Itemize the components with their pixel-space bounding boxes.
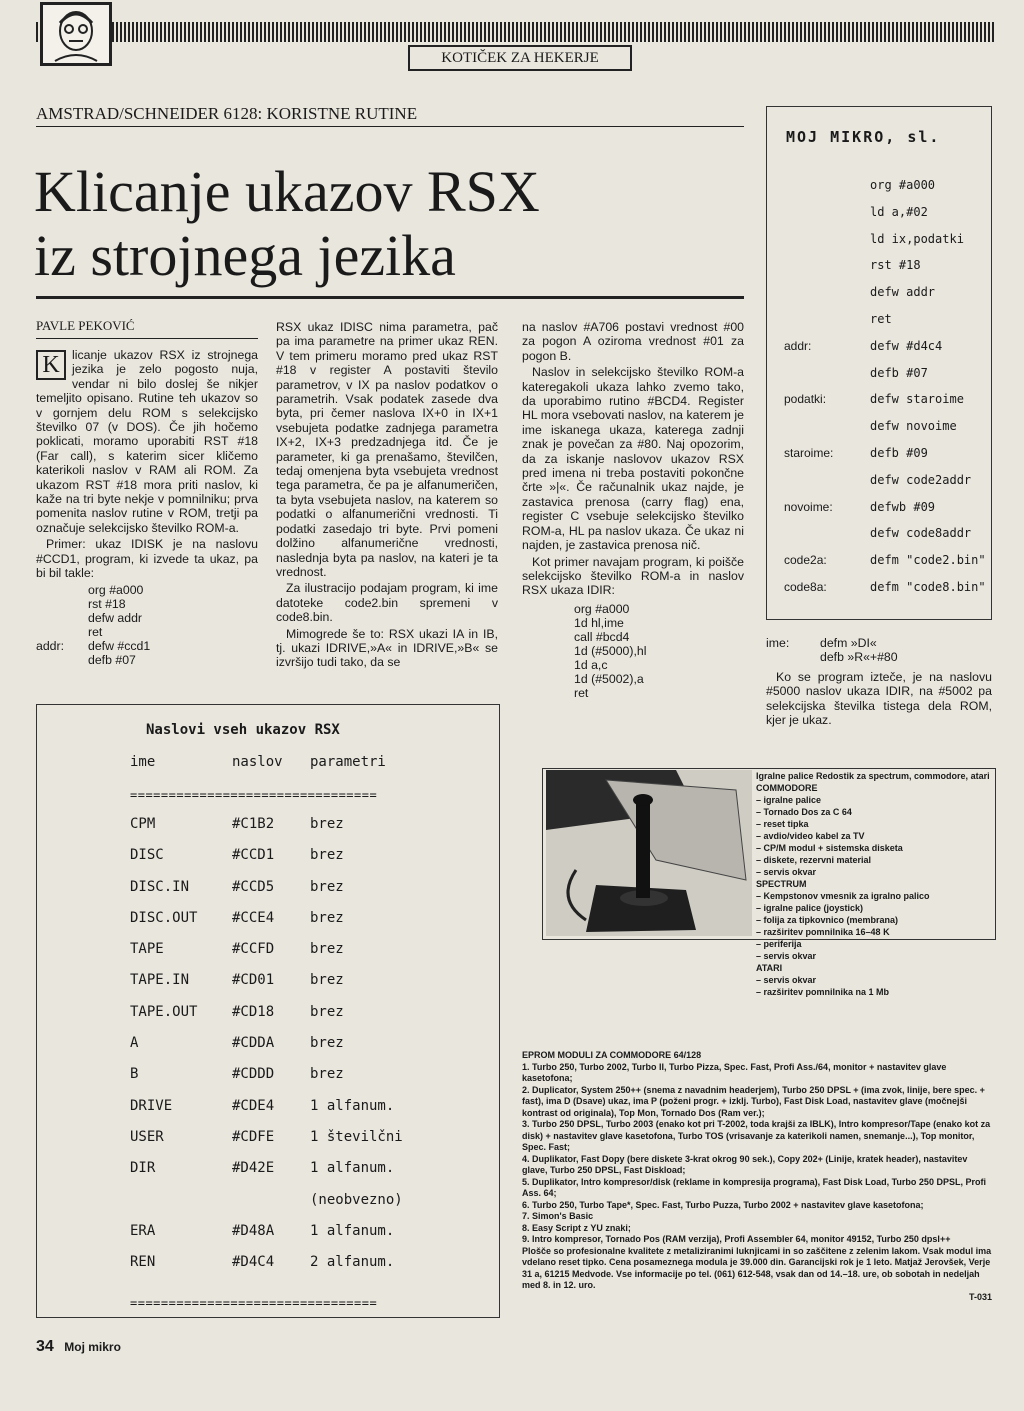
cell-naslov: #CD18 [232,1003,275,1020]
code-line: 1d (#5000),hl [574,643,647,658]
code-line: defb »R«+#80 [820,650,898,664]
code-line: call #bcd4 [574,629,630,644]
listing-row [770,258,986,285]
table-row [130,1223,430,1254]
eprom-item: 8. Easy Script z YU znaki; [522,1222,631,1233]
footer [36,1338,121,1356]
header-bar [36,22,994,42]
ad-line: – CP/M modul + sistemska disketa [756,843,903,853]
page-title [34,160,540,288]
paragraph: licanje ukazov RSX iz strojnega jezika je zelo pogosto nuja, vendar ni bilo doslej še nikjer temeljito opisano. Rutine teh ukazov so v gornjem delu ROM s selekcijsko številko 07 (v DOS). Če jih hočemo poklicati, moramo uporabiti RST #18 (Far call), s katerim sicer kličemo katerikoli naslov v RAM ali ROM. Za ukazom RST #18 mora priti naslov, ki kaže na tri byte nekje v pomnilniku; prva pomenita naslov rutine v ROM, tretji pa označuje selekcijsko številko ROM-a. [36,348,258,535]
eprom-ad [522,1050,992,1303]
kicker: AMSTRAD/SCHNEIDER 6128: KORISTNE RUTINE [36,104,418,123]
code-line: 1d hl,ime [574,615,624,630]
cell-parametri: brez [310,1035,344,1052]
listing-code: ld a,#02 [870,204,928,219]
table-row [130,972,430,1003]
listing-label: code8a: [784,579,827,594]
listing-row [770,553,986,580]
code-label: ime: [766,636,790,650]
code-line: 1d a,c [574,657,608,672]
cell-naslov: #CDDA [232,1035,275,1052]
listing-code: defw addr [870,285,936,300]
divider [36,338,258,339]
table-header-parametri: parametri [310,754,386,770]
table-header-ime: ime [130,754,156,770]
cell-naslov: #D48A [232,1222,275,1239]
cell-parametri: 1 alfanum. [310,1222,395,1239]
ad-line: – Kempstonov vmesnik za igralno palico [756,891,930,901]
listing-row [770,285,986,312]
paragraph: Primer: ukaz IDISK je na naslovu #CCD1, program, ki izvede ta ukaz, pa bi bil takle: [36,537,258,581]
listing-row [770,473,986,500]
cell-naslov: #CDE4 [232,1097,275,1114]
listing-code: defb #09 [870,445,928,460]
eprom-item: 3. Turbo 250 DPSL, Turbo 2003 (enako kot pri T-2002, toda krajši za IBLK), Intro kompresor/Tape (enako kot za disk) + nastavitev glave kasetofona, Turbo TOS (vrisavanje za katerikoli namen, snemanje...), Top monitor, Spec. Fast; [522,1119,991,1152]
cell-naslov: #CCD1 [232,847,275,864]
listing-row [770,178,986,205]
paragraph: Kot primer navajam program, ki poišče selekcijsko številko ROM-a in naslov RSX ukaza IDIR: [522,554,744,598]
code-label: addr: [36,638,65,653]
column-4 [766,670,992,730]
eprom-item: 7. Simon's Basic [522,1211,594,1221]
listing-code: defw staroime [870,392,964,407]
ad-line: – folija za tipkovnico (membrana) [756,915,899,925]
cell-parametri: brez [310,941,344,958]
table-body [130,816,430,1285]
table-row [130,1160,430,1191]
listing-code: rst #18 [870,258,921,273]
eprom-title: EPROM MODULI ZA COMMODORE 64/128 [522,1050,702,1060]
code-line: defw addr [88,610,143,625]
listing-label: code2a: [784,553,827,568]
ad-line: – igralne palice (joystick) [756,903,864,913]
eprom-item: 9. Intro kompresor, Tornado Pos (RAM verzija), Profi Assembler 64, monitor 49152, Turbo 250 dpsl++ [522,1234,951,1244]
listing-code: defw novoime [870,419,957,434]
code-block [36,639,258,667]
cell-parametri: brez [310,816,344,832]
listing-label: podatki: [784,392,827,407]
listing-row [770,419,986,446]
ad-line: – servis okvar [756,951,817,961]
cell-ime: TAPE.OUT [130,1003,198,1020]
ad-line: – razširitev pomnilnika na 1 Mb [756,987,890,997]
cell-parametri: brez [310,1003,344,1020]
cell-naslov: #CCD5 [232,878,275,895]
eprom-items [522,1062,992,1292]
cell-ime: DISC [130,847,164,864]
cell-parametri: brez [310,878,344,895]
hacker-face-logo [40,2,112,66]
cell-naslov: #CD01 [232,972,275,989]
ad-line: SPECTRUM [756,879,807,889]
cell-naslov: #C1B2 [232,816,275,832]
paragraph: Ko se program izteče, je na naslovu #5000 naslov ukaza IDIR, na #5002 pa selekcijska številka tistega dela ROM, kjer je ukaz. [766,670,992,728]
cell-naslov: #CCFD [232,941,275,958]
cell-ime: DISC.IN [130,878,190,895]
listing-code: ld ix,podatki [870,231,964,246]
cell-ime: USER [130,1128,164,1145]
cell-ime: REN [130,1254,156,1271]
table-separator: ================================ [130,1296,378,1310]
eprom-item: Plošče so profesionalne kvalitete z metaliziranimi luknjicami in so zaščitene z zelenim lakom. Vsak modul ima vdelano reset tipko. Cena posameznega modula je 39.000 din. Garancijski rok je 1 leto. Matjaž Jerovšek, Verje 31 a, 61215 Medvode. Vse informacije po tel. (061) 612-548, vsak dan od 14.–18. ure, ob sobotah in nedeljah med 8. in 12. uro. [522,1245,992,1290]
code-line: ret [574,685,589,700]
code-line: 1d (#5002),a [574,671,644,686]
table-row [130,847,430,878]
cell-ime: TAPE.IN [130,972,190,989]
cell-parametri: 1 alfanum. [310,1160,395,1177]
page-number: 34 [36,1338,54,1355]
cell-ime: TAPE [130,941,164,958]
listing-code: defw code2addr [870,472,972,487]
listing-row [770,580,986,607]
cell-ime: A [130,1035,139,1052]
drop-cap: K [36,350,66,380]
listing-label: addr: [784,338,812,353]
code-block [88,583,258,639]
cell-naslov: #D42E [232,1160,275,1177]
ad-line: – avdio/video kabel za TV [756,831,865,841]
cell-ime: B [130,1066,139,1083]
ad-line: – razširitev pomnilnika 16–48 K [756,927,890,937]
title-line-1: Klicanje ukazov RSX [34,159,540,224]
ad-line: – reset tipka [756,819,809,829]
cell-ime: ERA [130,1222,156,1239]
cell-parametri: brez [310,972,344,989]
listing-row [770,526,986,553]
table-row [130,1192,430,1223]
cell-parametri: 1 alfanum. [310,1097,395,1114]
ad-line: – periferija [756,939,802,949]
eprom-code: T-031 [968,1291,992,1302]
cell-ime: DISC.OUT [130,909,198,926]
ad-line: COMMODORE [756,783,818,793]
listing-code: defm "code8.bin" [870,579,986,594]
code-block [574,602,744,700]
cell-naslov: #D4C4 [232,1254,275,1271]
listing-row [770,205,986,232]
listing-row [770,446,986,473]
author: PAVLE PEKOVIĆ [36,318,135,333]
divider [36,126,744,127]
table-separator: ================================ [130,788,378,802]
code-line: org #a000 [574,601,630,616]
ad-line: – igralne palice [756,795,822,805]
code-line: ret [88,624,103,639]
cell-naslov: #CDDD [232,1066,275,1083]
paragraph: RSX ukaz IDISC nima parametra, pač pa ima parametre na primer ukaz REN. V tem primeru moramo pred ukaz RST #18 v register A postaviti število parametrov, v IX pa naslov podatkov o parametrih. Vsak podatek zasede dva byta, pri čemer naslova IX+0 in IX+1 vsebujeta podatke zadnjega parametra IX+2, IX+3 predzadnjega itd. Če je parameter, ki ga prenašamo, številčen, tedaj omenjena byta vsebujeta vrednost tega parametra, če pa je alfanumeričen, ta byta vsebujeta naslov, na katerem so podatki o alfanumerični vrednosti. Ti podatki zasedajo tri byte. Prvi pomeni dolžino alfanumerične vrednosti, naslednja byta pa naslov, na kateri je ta vrednost. [276,320,498,579]
code-line: defw #ccd1 [88,638,151,653]
magazine-name: Moj mikro [64,1340,121,1354]
listing-code: defw #d4c4 [870,338,943,353]
eprom-item: 2. Duplicator, System 250++ (snema z navadnim headerjem), Turbo 250 DPSL + (ima zvok, linije, bere spec. + fast), ima D (Dsave) ukaz, ima P (poženi progr. + izklj. Turbo), Fast Disk Load, nastavitev glave (močnejši kontrast od originala), Top Mon, Tornado Dos (Ram ver.); [522,1084,985,1118]
cell-ime: DIR [130,1160,156,1177]
listing-row [770,339,986,366]
paragraph: Za ilustracijo podajam program, ki ime datoteke code2.bin spremeni v code8.bin. [276,581,498,625]
table-row [130,1066,430,1097]
table-row [130,1254,430,1285]
listing-code: ret [870,311,892,326]
listing-code: defw code8addr [870,526,972,541]
ad-text [756,770,990,998]
section-label: KOTIČEK ZA HEKERJE [408,45,632,71]
listing-label: novoime: [784,499,833,514]
cell-ime: CPM [130,816,156,832]
cell-parametri: brez [310,909,344,926]
cell-parametri: 2 alfanum. [310,1254,395,1271]
listing-label: staroime: [784,445,834,460]
listing-code: defwb #09 [870,499,936,514]
listing-row [770,312,986,339]
ad-line: – servis okvar [756,975,817,985]
divider [36,296,744,299]
column-3 [522,320,744,700]
table-row [130,1129,430,1160]
table-title: Naslovi vseh ukazov RSX [146,722,340,738]
eprom-item: 1. Turbo 250, Turbo 2002, Turbo II, Turbo Pizza, Spec. Fast, Profi Ass./64, monitor + nastavitev glave kasetofona; [522,1061,947,1083]
ad-line: ATARI [756,963,783,973]
code-line: org #a000 [88,582,144,597]
cell-parametri: (neobvezno) [310,1191,403,1208]
title-line-2: iz strojnega jezika [34,223,456,288]
table-header-naslov: naslov [232,754,283,770]
table-row [130,910,430,941]
paragraph: Naslov in selekcijsko številko ROM-a kateregakoli ukaza lahko zvemo tako, da uporabimo rutino #BCD4. Register HL mora vsebovati naslov, na katerem je ime iskanega ukaza, katerega zadnji znak je povečan za #80. Naj opozorim, da za iskanje naslovov ukazov RSX pred imena ni treba postaviti pokončne črte »|«. Če računalnik ukaz najde, je zastavica prenosa (carry flag) ena, register C vsebuje selekcijsko številko ROM-a, HL pa naslov ukaza. Če ukaz ni najden, je zastavica prenosa nič. [522,365,744,553]
listing-row [770,366,986,393]
listing-code: defm "code2.bin" [870,553,986,568]
eprom-item: 5. Duplikator, Intro kompresor/disk (reklame in kompresija programa), Fast Disk Load, Turbo 250 DPSL, Profi Ass. 64; [522,1176,986,1198]
listing-row [770,392,986,419]
listing-code: defb #07 [870,365,928,380]
code-line: defb #07 [88,652,136,667]
table-row [130,1098,430,1129]
listing-row [770,500,986,527]
joystick-photo [546,770,752,936]
ad-line: – Tornado Dos za C 64 [756,807,852,817]
listing-code: org #a000 [870,178,936,192]
cell-parametri: brez [310,847,344,864]
table-row [130,1004,430,1035]
cell-parametri: 1 številčni [310,1128,403,1145]
cell-ime: DRIVE [130,1097,173,1114]
code-line: defm »DI« [820,636,877,650]
listing-rows [770,178,986,607]
cell-naslov: #CCE4 [232,909,275,926]
cell-naslov: #CDFE [232,1128,275,1145]
ad-line: Igralne palice Redostik za spectrum, commodore, atari [756,771,990,781]
ad-line: – servis okvar [756,867,817,877]
table-row [130,1035,430,1066]
code-line: rst #18 [88,596,126,611]
listing-row [770,232,986,259]
paragraph: Mimogrede še to: RSX ukazi IA in IB, tj. ukazi IDRIVE,»A« in IDRIVE,»B« se izvršijo tudi tako, da se [276,626,498,670]
table-row [130,816,430,847]
paragraph: na naslov #A706 postavi vrednost #00 za pogon A oziroma vrednost #01 za pogon B. [522,320,744,363]
listing-title: MOJ MIKRO, sl. [786,128,941,146]
code-block [766,636,992,664]
cell-parametri: brez [310,1066,344,1083]
table-row [130,941,430,972]
eprom-item: 4. Duplikator, Fast Dopy (bere diskete 3-krat okrog 90 sek.), Copy 202+ (Linije, kratek header), nastavitev glave, Turbo 250 DPSL, Fast Diskload; [522,1153,968,1175]
column-1 [36,348,258,667]
table-row [130,879,430,910]
column-2 [276,320,498,672]
eprom-item: 6. Turbo 250, Turbo Tape*, Spec. Fast, Turbo Puzza, Turbo 2002 + nastavitev glave kasetofona; [522,1199,924,1210]
ad-line: – diskete, rezervni material [756,855,872,865]
